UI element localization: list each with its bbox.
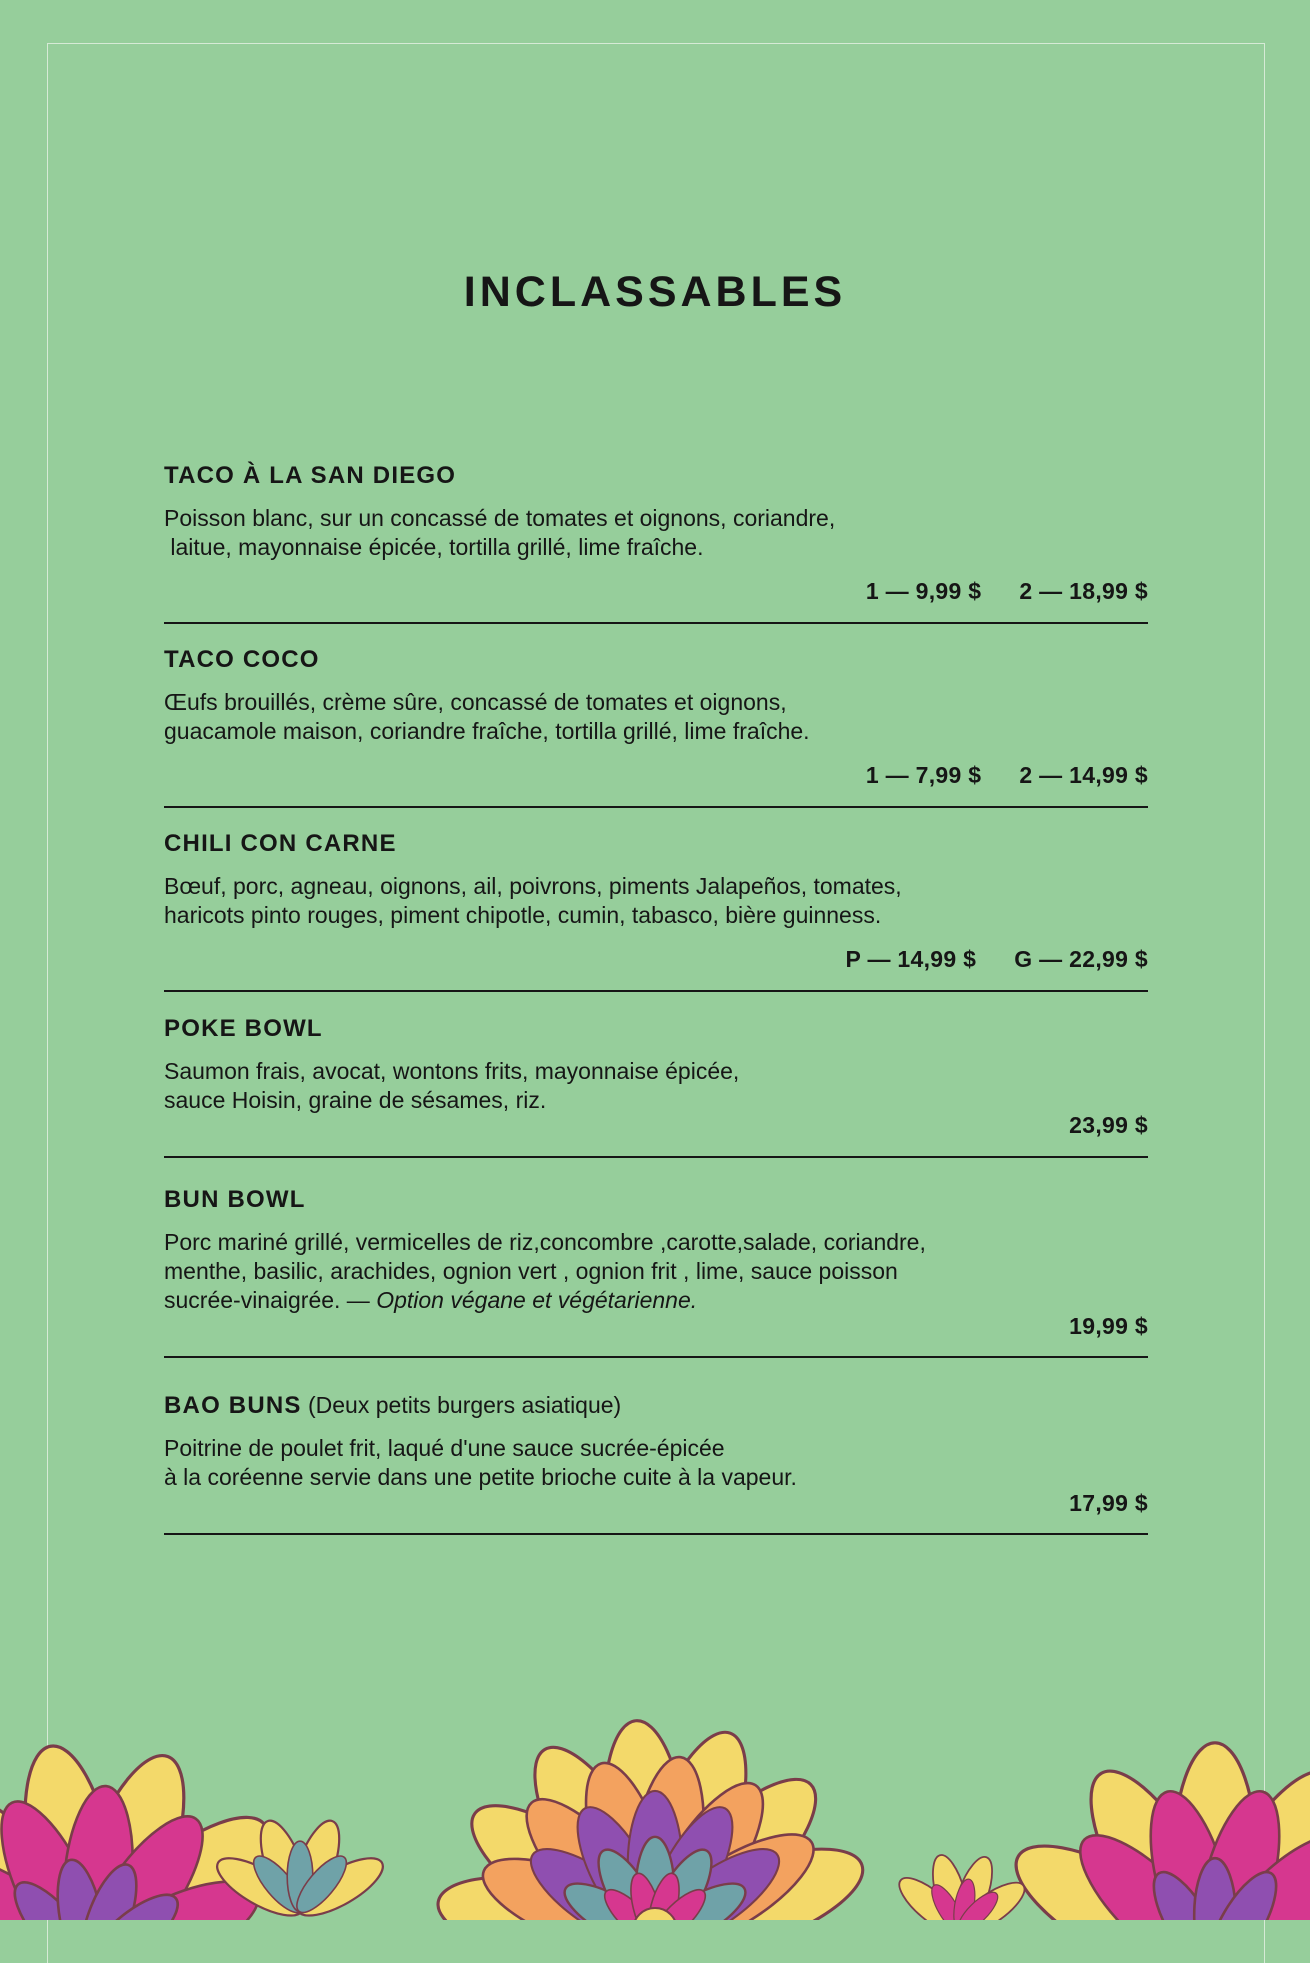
item-prices	[1069, 1313, 1148, 1340]
price: P — 14,99 $	[845, 946, 977, 972]
menu-item-poke-bowl	[164, 1015, 1148, 1115]
description-line: Saumon frais, avocat, wontons frits, mayonnaise épicée,	[164, 1058, 740, 1084]
description-line: Porc mariné grillé, vermicelles de riz,concombre ,carotte,salade, coriandre,	[164, 1229, 926, 1255]
description-line: Poitrine de poulet frit, laqué d'une sauce sucrée-épicée	[164, 1435, 725, 1461]
price: 2 — 14,99 $	[1019, 762, 1148, 788]
item-description	[164, 1434, 1024, 1492]
item-name: TACO COCO	[164, 646, 320, 673]
menu-title: INCLASSABLES	[463, 268, 847, 316]
flower-center	[431, 1717, 875, 1920]
description-line: menthe, basilic, arachides, ognion vert , ognion frit , lime, sauce poisson	[164, 1258, 898, 1284]
menu-item-taco-san-diego	[164, 462, 1148, 562]
divider	[164, 1356, 1148, 1358]
price: 17,99 $	[1069, 1490, 1148, 1516]
item-description	[164, 1228, 1024, 1315]
description-line: Œufs brouillés, crème sûre, concassé de tomates et oignons,	[164, 689, 787, 715]
description-line: laitue, mayonnaise épicée, tortilla grillé, lime fraîche.	[164, 534, 704, 560]
menu-item-bun-bowl	[164, 1186, 1148, 1315]
flower-small	[891, 1852, 1031, 1920]
item-description	[164, 872, 1024, 930]
description-line: Bœuf, porc, agneau, oignons, ail, poivrons, piments Jalapeños, tomates,	[164, 873, 902, 899]
flower-right	[997, 1743, 1310, 1920]
item-description	[164, 504, 1024, 562]
price: 2 — 18,99 $	[1019, 578, 1148, 604]
mandala-flowers-icon	[0, 1640, 1310, 1920]
price: G — 22,99 $	[1014, 946, 1148, 972]
item-name: POKE BOWL	[164, 1015, 323, 1042]
item-name: BUN BOWL	[164, 1186, 306, 1213]
menu-item-bao-buns	[164, 1392, 1148, 1492]
divider	[164, 990, 1148, 992]
divider	[164, 1156, 1148, 1158]
divider	[164, 806, 1148, 808]
item-option: Option végane et végétarienne.	[376, 1287, 698, 1313]
menu-item-chili-con-carne	[164, 830, 1148, 930]
description-line: guacamole maison, coriandre fraîche, tortilla grillé, lime fraîche.	[164, 718, 810, 744]
description-line: sucrée-vinaigrée. —	[164, 1287, 377, 1313]
item-name: BAO BUNS	[164, 1392, 302, 1419]
item-prices	[846, 946, 1148, 973]
price: 23,99 $	[1069, 1112, 1148, 1138]
price: 1 — 9,99 $	[865, 578, 982, 604]
item-name: CHILI CON CARNE	[164, 830, 397, 857]
description-line: à la coréenne servie dans une petite brioche cuite à la vapeur.	[164, 1464, 797, 1490]
item-prices	[866, 762, 1148, 789]
item-prices	[1069, 1112, 1148, 1139]
divider	[164, 622, 1148, 624]
item-prices	[1069, 1490, 1148, 1517]
item-prices	[866, 578, 1148, 605]
price: 19,99 $	[1069, 1313, 1148, 1339]
description-line: Poisson blanc, sur un concassé de tomates et oignons, coriandre,	[164, 505, 836, 531]
item-subtitle: (Deux petits burgers asiatique)	[301, 1392, 622, 1418]
description-line: haricots pinto rouges, piment chipotle, cumin, tabasco, bière guinness.	[164, 902, 882, 928]
description-line: sauce Hoisin, graine de sésames, riz.	[164, 1087, 547, 1113]
item-description	[164, 1057, 1024, 1115]
item-description	[164, 688, 1024, 746]
item-name: TACO À LA SAN DIEGO	[164, 462, 457, 489]
divider	[164, 1533, 1148, 1535]
menu-item-taco-coco	[164, 646, 1148, 746]
price: 1 — 7,99 $	[865, 762, 982, 788]
